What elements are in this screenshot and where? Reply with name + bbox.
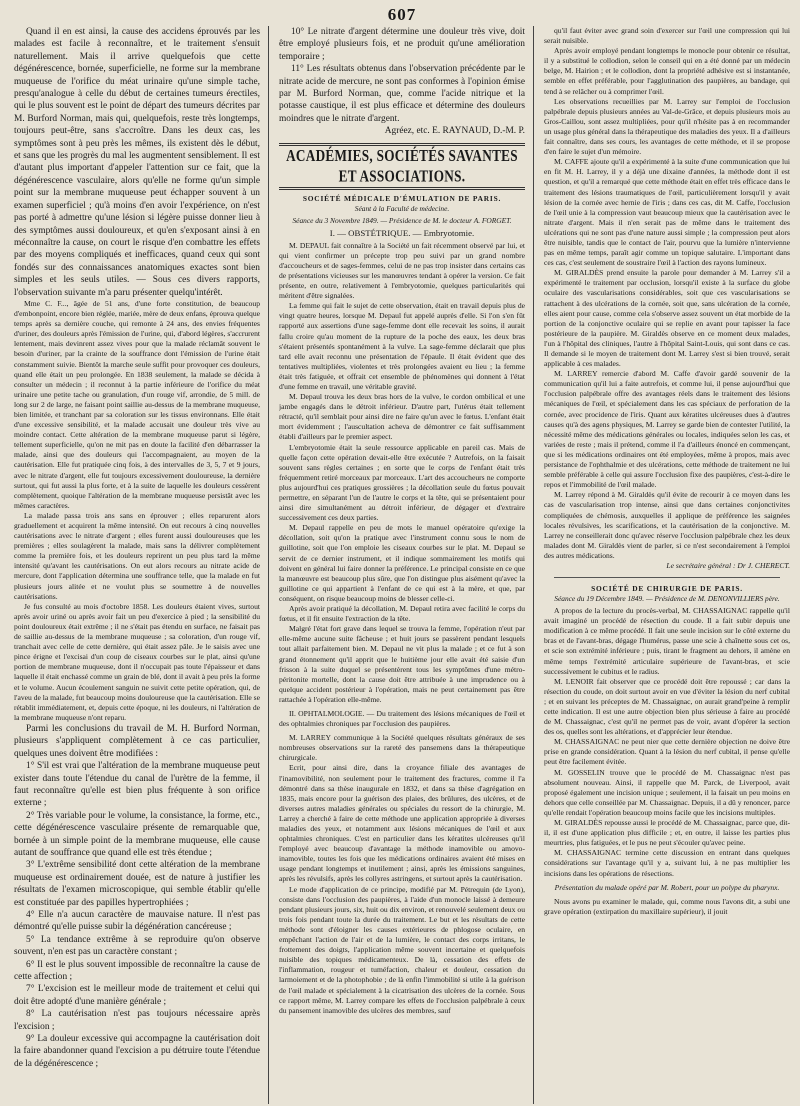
page-number: 607: [387, 5, 417, 24]
paragraph: M. GIRALDÈS prend ensuite la parole pour demander à M. Larrey s'il a expérimenté le traitement par occlusion, lorsqu'il existe à la surface du globe oculaire des vascularisations considérables, soit que ces vascularisations se rattachent à des ulcérations de la cornée, soit que, sans ulcération de la cornée, elles aient pour cause, comme cela s'observe assez souvent un état morbide de la portion de la conjonctive oculaire qui se replie en avant pour tapisser la face postérieure de la paupière. M. Giraldès observe en ce moment deux malades, l'un à l'hôpital des cliniques, l'autre à l'hôpital Saint-Louis, qui sont dans ce cas. Il demande si le moyen de traitement dont M. Larrey s'est si bien trouvé, serait applicable à ces malades.: [544, 268, 790, 369]
paragraph: M. CAFFE ajoute qu'il a expérimenté à la suite d'une communication que lui en fit M. H. Larrey, il y a déjà une dixaine d'années, la méthode dont il est question, et qu'il a remarqué que cette méthode était en effet très efficace dans le traitement des lésions traumatiques de l'œil, particulièrement lorsqu'il y avait lésion de la cornée avec hernie de l'iris ; dans ces cas, dit M. Caffe, l'occlusion de l'œil unie à la compression vaut beaucoup mieux que la cautérisation avec le nitrate d'argent. Mais il n'en serait pas de même dans le traitement des ulcérations qui ne sont pas d'une nature aussi simple ; la compression peut alors être nuisible, tandis que le contact de l'air, pourvu que la lumière n'intervienne pas en même temps, paraît agir comme un topique salutaire. L'important dans ces cas, c'est seulement de soustraire l'œil à l'action des rayons lumineux.: [544, 157, 790, 268]
right-column: [544, 26, 790, 1104]
section-heading: ACADÉMIES, SOCIÉTÉS SAVANTES ET ASSOCIATIONS.: [286, 144, 518, 186]
society-title: SOCIÉTÉ MÉDICALE D'ÉMULATION DE PARIS.: [302, 193, 502, 203]
paragraph: L'embryotomie était la seule ressource applicable en pareil cas. Mais de quelle façon cette opération devait-elle être exécutée ? Autrefois, on la faisait souvent sans règles certaines ; en sorte que le corps de l'enfant était très fréquemment retiré morceaux par morceaux. L'art des accoucheurs ne comporte plus aujourd'hui ces pratiques grossières ; la décollation seule du fœtus pouvait permettre, en séparant l'un de l'autre le corps et la tête, qui se présentaient pour ainsi dire simultanément au détroit inférieur, de dégager et d'extraire successivement ces deux parties.: [279, 442, 525, 523]
middle-column: [279, 26, 534, 1104]
columns: [14, 26, 790, 1104]
paragraph: La femme qui fait le sujet de cette observation, était en travail depuis plus de vingt quatre heures, lorsque M. Depaul fut appelé auprès d'elle. Si l'on s'en fût rapporté aux assertions d'une sage-femme dont elle recevait les soins, il aurait fallu croire qu'au moment de la rupture de la poche des eaux, les deux bras s'étaient présentés spontanément à la vulve. La sage-femme déclarait que plus tard elle avait reconnu une présentation de l'épaule. Il était évident que des tentatives multipliées, violentes et très prolongées avaient eu lieu ; la femme était très fatiguée, et offrait cet ensemble de phénomènes qui donnent à l'état d'une femme en travail, une véritable gravité.: [279, 301, 525, 391]
paragraph: Malgré l'état fort grave dans lequel se trouva la femme, l'opération n'eut par elle-même aucune suite fâcheuse ; et huit jours se passèrent pendant lesquels tout allait parfaitement bien. M. Depaul ne vit plus la malade ; et ce fut à son grand étonnement qu'il apprit que le huitième jour elle avait été saisie d'un frisson à la suite duquel se présentèrent tous les symptômes d'une métro-péritonite mortelle, dont la cause doit être attribuée à une imprudence ou à quelque accident postérieur à l'opération, mais ne peut certainement pas être rattachée à l'opération elle-même.: [279, 624, 525, 704]
paragraph: M. CHASSAIGNAC termine cette discussion en entrant dans quelques considérations sur l'avantage qu'il y a, suivant lui, à ne pas multiplier les incisions dans les opérations de résections.: [544, 848, 790, 878]
paragraph: Nous avons pu examiner le malade, qui, comme nous l'avons dit, a subi une grave opération (extirpation du maxillaire supérieur), il jouit: [544, 896, 790, 916]
case-paragraph: Je fus consulté au mois d'octobre 1858. Les douleurs étaient vives, surtout après avoir uriné ou après avoir fait un peu d'exercice à pied ; la sensibilité du point douloureux était extrême ; il ne s'était pas étendu en surface, ne faisait pas de saillie au-dessus de la membrane muqueuse ; sa coloration, d'un rouge vif, tranchait avec celle de cette dernière, qui était assez pâle. Je le saisis avec une pince érigne et l'excisai d'un coup de ciseaux courbes sur le plat, ainsi qu'une portion de membrane muqueuse, dont il n'occupait pas toute l'épaisseur et dans laquelle il était enchassé comme un grain de blé, dont il avait à peu près la forme et le volume. Aucun écoulement sanguin ne suivit cette petite opération, qui, de l'aveu de la malade, fut beaucoup moins douloureuse que la cautérisation. Elle se rétablit immédiatement, et, depuis cette époque, ni les douleurs, ni l'altération de la membrane muqueuse n'ont reparu.: [14, 601, 260, 722]
paragraph: M. CHASSAIGNAC ne peut nier que cette dernière objection ne doive être prise en grande considération. Quant à la lésion du nerf cubital, il pense qu'elle peut être facilement évitée.: [544, 737, 790, 767]
society-title: SOCIÉTÉ DE CHIRURGIE DE PARIS.: [591, 584, 743, 594]
conclusion-item: 10° Le nitrate d'argent détermine une douleur très vive, doit être employé plusieurs fois, et ne produit qu'une amélioration temporaire ;: [279, 27, 525, 62]
conclusion-item: 1° S'il est vrai que l'altération de la membrane muqueuse peut exister dans toute l'étendue du canal de l'urètre de la femme, il faut reconnaître qu'elle est bien plus fréquente à son orifice externe ;: [14, 761, 260, 809]
secretary-signature: Le secrétaire général : Dr J. CHERECT.: [666, 560, 790, 570]
paragraph: M. GIRALDÈS repousse aussi le procédé de M. Chassaignac, parce que, dit-il, il est d'une application plus difficile ; et, en outre, il laisse les parties plus meurtries, plus fatiguées, et le pus ne peut s'écouler qu'avec peine.: [544, 818, 790, 848]
conclusion-item: 5° La tendance extrême à se reproduire qu'on observe souvent, n'en est pas un caractère constant ;: [14, 934, 260, 958]
conclusion-item: 9° La douleur excessive qui accompagne la cautérisation doit la faire abandonner quand l'excision a pu détruire toute l'étendue de la dégénérescence ;: [14, 1034, 260, 1069]
conclusion-item: 3° L'extrême sensibilité dont cette altération de la membrane muqueuse est ordinairement douée, est de nature à justifier les résultats de l'examen microscopique, qui semble établir qu'elle est constituée par des papilles hypertrophiées ;: [14, 860, 260, 908]
conclusions-intro: Parmi les conclusions du travail de M. H. Burford Norman, plusieurs s'appliquent complètement à ce cas particulier, quelques unes doivent être modifiées :: [14, 723, 260, 759]
paragraph: M. Larrey répond à M. Giraldès qu'il évite de recourir à ce moyen dans les cas de vascularisation trop intense, ainsi que dans certaines conjonctivites compliquées de chémosis, auxquelles il applique de préférence les saignées locales révulsives, les scarifications, et la cautérisation de la conjonctive. M. Larrey ne conseillerait donc qu'avec réserve l'occlusion palpébrale chez les deux malades dont M. Giraldès vient de parler, si ce n'est secondairement à l'emploi des autres médications.: [544, 490, 790, 560]
paragraph: M. LARREY communique à la Société quelques résultats généraux de ses nombreuses observations sur la rareté des pansemens dans la thérapeutique chirurgicale.: [279, 733, 525, 763]
divider: [554, 577, 780, 578]
conclusion-item: 4° Elle n'a aucun caractère de mauvaise nature. Il n'est pas démontré qu'elle puisse subir la dégénération cancéreuse ;: [14, 909, 260, 933]
left-column: [14, 26, 269, 1104]
paragraph: A propos de la lecture du procès-verbal, M. CHASSAIGNAC rappelle qu'il avait imaginé un procédé de résection du coude. Il a fait subir depuis une modification à ce même procédé. Il fait une seule incision sur le côté externe du bras et de l'avant-bras, dégage l'humérus, passe une scie à chaînette sous cet os, et scie son extrémité inférieure ; puis, tirant le fragment au dehors, il amène en même temps l'extrémité articulaire supérieure de l'avant-bras, et scie successivement le cubitus et le radius.: [544, 606, 790, 676]
paragraph: Le mode d'application de ce principe, modifié par M. Pétrequin (de Lyon), consiste dans l'occlusion des paupières, à l'aide d'un monocle laissé à demeure pendant plusieurs jours, six, huit ou dix environ, et renouvelé seulement deux ou trois fois pendant toute la durée du traitement. Le but et les résultats de cette méthode sont d'éloigner les causes extérieures de phlogose oculaire, en empêchant l'action de l'air et de la lumière, le contact des corps irritans, le frottement des doigts, l'application même souvent incertaine et quelquefois nuisible des topiques médicamenteux. De là, cessation des effets de l'inflammation, rougeur et tuméfaction, chaleur et douleur, cessation du larmoiement et de la photophobie ; de là enfin l'immobilité si utile à la guérison de l'œil malade et spécialement à la cicatrisation des ulcères de la cornée. Sous ce rapport même, M. Larrey compare les effets de l'occlusion palpébrale à ceux du pansement inamovible des ulcères des membres, sauf: [279, 884, 525, 1015]
paragraph: M. LENOIR fait observer que ce procédé doit être repoussé ; car dans la résection du coude, on doit surtout avoir en vue d'éviter la lésion du nerf cubital ; et en suivant les préceptes de M. Chassaignac, on aurait grand'peine à remplir cette indication. Il est une autre objection bien plus sérieuse à faire au procédé de M. Chassaignac, c'est qu'il ne permet pas de voir, avant d'opérer la section des os, quelles sont les altérations, et d'apprécier leur étendue.: [544, 676, 790, 737]
paragraph: Après avoir employé pendant longtemps le monocle pour obtenir ce résultat, il y a substitué le collodion, selon le conseil qui en a été donné par un médecin belge, M. Hairion ; et le collodion, dont la propriété adhésive est si instantanée, semble en effet préférable, pour l'agglutination des paupières, au bandage, qui tend à se relâcher ou à comprimer l'œil.: [544, 46, 790, 96]
case-paragraph: La malade passa trois ans sans en éprouver ; elles reparurent alors graduellement et acquirent la même intensité. On eut recours à cinq nouvelles cautérisations avec le nitrate d'argent ; elles furent aussi douloureuses que les premières ; elles soulagèrent la malade, mais sans la délivrer complètement comme la première fois, et les douleurs reprirent un peu plus tard la même intensité qu'avant les cautérisations. On eut alors recours au nitrate acide de mercure, dont l'application détermina une souffrance telle, que la malade en fut plusieurs jours alitée et ne voulut plus se soumettre à de nouvelles cautérisations.: [14, 510, 260, 601]
session-line: Séance du 19 Décembre 1849. — Présidence de M. DENONVILLIERS père.: [554, 594, 780, 604]
conclusion-item: 7° L'excision est le meilleur mode de traitement et celui qui doit être adopté d'une manière générale ;: [14, 984, 260, 1007]
signature: Agréez, etc. E. RAYNAUD, D.-M. P.: [384, 126, 525, 137]
paragraph: Après avoir pratiqué la décollation, M. Depaul retira avec facilité le corps du fœtus, et il fit ensuite l'extraction de la tête.: [279, 604, 525, 624]
subheading: I. — OBSTÉTRIQUE. — Embryotomie.: [329, 227, 475, 238]
conclusion-item: 6° Il est le plus souvent impossible de reconnaître la cause de cette affection ;: [14, 959, 260, 982]
paragraph: M. Depaul rappelle en peu de mots le manuel opératoire qu'exige la décollation, soit qu'on la pratique avec l'instrument connu sous le nom de guillotine, soit que l'on emploie les ciseaux courbes sur le plat. M. Depaul se servit de ce dernier instrument, et il indique sommairement les motifs qui doivent en général lui faire donner la préférence. Le principal consiste en ce que la manœuvre est beaucoup plus sûre, que l'on distingue plus aisément qu'avec la guillotine ce qui appartient à l'enfant de ce qui est à la mère, et que, par conséquent, on risque beaucoup moins de blesser celle-ci.: [279, 523, 525, 603]
conclusion-item: 2° Très variable pour le volume, la consistance, la forme, etc., cette dégénérescence vasculaire présente de remarquable que, bornée à un simple point de la membrane muqueuse, elle cause autant de souffrance que quand elle est très étendue ;: [14, 810, 260, 858]
paragraph: Les observations recueillies par M. Larrey sur l'emploi de l'occlusion palpébrale depuis plusieurs années au Val-de-Grâce, et depuis plusieurs mois au Gros-Caillou, sont assez multipliées, pour qu'il n'hésite pas à en recommander un usage plus général dans la thérapeutique des maladies des yeux. Il a d'ailleurs fait connaître, dans ses cours, les avantages de cette méthode, et il se propose d'en faire le sujet d'un mémoire.: [544, 96, 790, 157]
subsection-heading: II. OPHTALMOLOGIE. — Du traitement des lésions mécaniques de l'œil et des ophtalmies chroniques par l'occlusion des paupières.: [279, 708, 525, 729]
paragraph: M. GOSSELIN trouve que le procédé de M. Chassaignac n'est pas absolument nouveau. Ainsi, il rappelle que M. Parck, de Liverpool, avait proposé également une incision unique ; seulement, il la faisait un peu moins en dehors que celle conseillée par M. Chassaignac. Depuis, il a dû y renoncer, parce qu'elle rendait l'opération beaucoup moins facile que les incisions multiples.: [544, 767, 790, 817]
paragraph: Quand il en est ainsi, la cause des accidens éprouvés par les malades est facile à reconnaître, et le traitement s'ensuit naturellement. Mais il arrive quelquefois que cette dégénérescence, bornée, superficielle, ne forme sur la membrane muqueuse de l'orifice du méat urinaire qu'une simple tache, presqu'analogue à celle du début de certaines tumeurs érectiles, qui le plus souvent est le point de départ des tumeurs décrites par M. Burford Norman, mais qui, quelquefois, reste très longtemps, toujours peut-être, sans s'accroître. Dans les deux cas, les symptômes sont à peu près les mêmes, ils existent dès le début, et sans que les progrès du mal les augmentent sensiblement. Il est d'autant plus important d'appeler l'attention sur ce fait, que la dégénérescence vasculaire, alors qu'elle ne forme qu'un simple point sur la membrane muqueuse peut échapper souvent à un examen superficiel ; qu'à moins d'en avoir l'expérience, on n'est pas porté à admettre qu'une lésion si légère puisse donner lieu à des symptômes aussi douloureux, et qu'en s'exposant ainsi à en méconnaître la cause, on court le risque d'en combattre les effets par des moyens compliqués et inefficaces, quand ceux qui sont fondés sur des connaissances anatomiques exactes sont bien simples et les seuls utiles. — Sous ces divers rapports, l'observation suivante m'a paru présenter quelqu'intérêt.: [14, 27, 260, 298]
paragraph: M. LARREY remercie d'abord M. Caffe d'avoir gardé souvenir de la communication qu'il lui a faite autrefois, et comme lui, il pense aujourd'hui que l'occlusion palpébrale offre des avantages réels dans le traitement des lésions mécaniques de l'œil, et spécialement dans les cas spéciaux de perforation de la cornée, avec procidence de l'iris. Quant aux kératites ulcéreuses dues à d'autres causes qu'à des agens physiques, M. Larrey se garde bien de contester l'utilité, la nécessité même des médications générales ou locales, indiquées selon les cas, et variées de reste ; mais il prétend, comme il l'a d'ailleurs énoncé en commençant, que si les médications ordinaires ont été employées, même à propos, mais avec persistance de l'ophthalmie et des ulcérations, cette méthode de traitement ne lui semble préférable à celle qui assure l'occlusion fixe des paupières, c'est-à-dire le repos et l'immobilité de l'œil malade.: [544, 369, 790, 490]
paragraph: M. Depaul trouva les deux bras hors de la vulve, le cordon ombilical et une jambe engagés dans le détroit inférieur. D'autre part, l'utérus était tellement rétracté, qu'il semblait pour ainsi dire ne faire qu'un avec le fœtus. L'enfant était mort évidemment ; l'auscultation acheva de démontrer ce fait suffisamment établi d'ailleurs par le premier aspect.: [279, 392, 525, 442]
italic-heading: Présentation du malade opéré par M. Robert, pour un polype du pharynx.: [554, 882, 780, 892]
society-note: Séant à la Faculté de médecine.: [354, 203, 450, 213]
paragraph: Ecrit, pour ainsi dire, dans la croyance filiale des avantages de l'inamovibilité, non seulement pour le traitement des fractures, comme il l'a démontré dans sa thèse inaugurale en 1832, et dans sa thèse d'agrégation en 1835, mais encore pour la guérison des plaies, des brûlures, des ulcères, et de diverses autres maladies générales ou spéciales du ressort de la chirurgie, M. Larrey a cherché à faire de cette méthode une application appropriée à diverses maladies des yeux, et notamment aux lésions mécaniques de l'œil et aux ophtalmies chroniques. C'est en particulier dans les kératites ulcéreuses qu'il l'employé avec beaucoup d'avantage la méthode inamovible ou amovo-inamovible, toutes les fois que les médications ordinaires avaient été mises en usage pendant longtemps et inutilement ; ainsi, après les émissions sanguines, après les révulsifs, après les collyres astringens, et surtout après la cautérisation.: [279, 763, 525, 884]
session-line: Séance du 3 Novembre 1849. — Présidence de M. le docteur A. FORGET.: [292, 215, 512, 225]
section-divider: [279, 187, 525, 190]
conclusion-item: 11° Les résultats obtenus dans l'observation précédente par le nitrate acide de mercure, ne sont pas conformes à l'opinion émise par M. Burford Norman, que, comme l'acide nitrique et la potasse caustique, il est plus efficace et détermine des douleurs moindres que le nitrate d'argent.: [279, 64, 525, 124]
paragraph: qu'il faut éviter avec grand soin d'exercer sur l'œil une compression qui lui serait nuisible.: [544, 26, 790, 46]
conclusion-item: 8° La cautérisation n'est pas toujours nécessaire après l'excision ;: [14, 1009, 260, 1032]
paragraph: M. DEPAUL fait connaître à la Société un fait récemment observé par lui, et qui vient confirmer un précepte trop peu suivi par un grand nombre d'accoucheurs et de sages-femmes, celui de ne pas trop insister dans certains cas de présentations vicieuses sur les manœuvres tendant à opérer la version. Ce fait présente, en outre, relativement à l'embryotomie, quelques particularités qui méritent d'être signalées.: [279, 240, 525, 301]
case-paragraph: Mme C. F..., âgée de 51 ans, d'une forte constitution, de beaucoup d'embonpoint, encore bien réglée, mariée, mère de deux enfans, éprouva quelque temps après sa dernière couche, qui remonte à 24 ans, des envies fréquentes d'uriner, des douleurs après l'émission de l'urine, qui, d'abord légères, s'accrurent lentement, mais devinrent assez vives pour que la malade réclamât souvent le besoin d'uriner, par la crainte de la souffrance dont l'émission de l'urine était constamment suivie. Bientôt la marche seule suffit pour provoquer ces douleurs, quand elle était un peu prolongée. En 1838 seulement, la malade se décida à consulter un médecin ; il reconnut à la partie inférieure de l'orifice du méat urinaire une petite tache ou granulation, d'un rouge vif, arrondie, de 5 mill. de long sur 2 de large, ne faisant point saillie au-dessus de la membrane muqueuse, bien limitée, et tranchant par sa coloration sur les tissus environnans. Elle était d'une excessive sensibilité, et la malade accusait une douleur très vive au moindre contact. Cette altération de la membrane muqueuse parut si légère, tellement superficielle, qu'on ne mit pas en doute la facilité d'en débarrasser la malade, ainsi que des douleurs qui l'accompagnaient, au moyen de la cautérisation. Elle fut pratiquée cinq fois, à des intervalles de 3, 5, 7 et 9 jours, avec le nitrate d'argent, elle fut toujours excessivement douloureuse, la dernière surtout, qui fut aussi la plus forte, et à la suite de laquelle les douleurs cessèrent complètement, quoique l'altération de la membrane muqueuse persistât avec les mêmes caractères.: [14, 298, 260, 510]
